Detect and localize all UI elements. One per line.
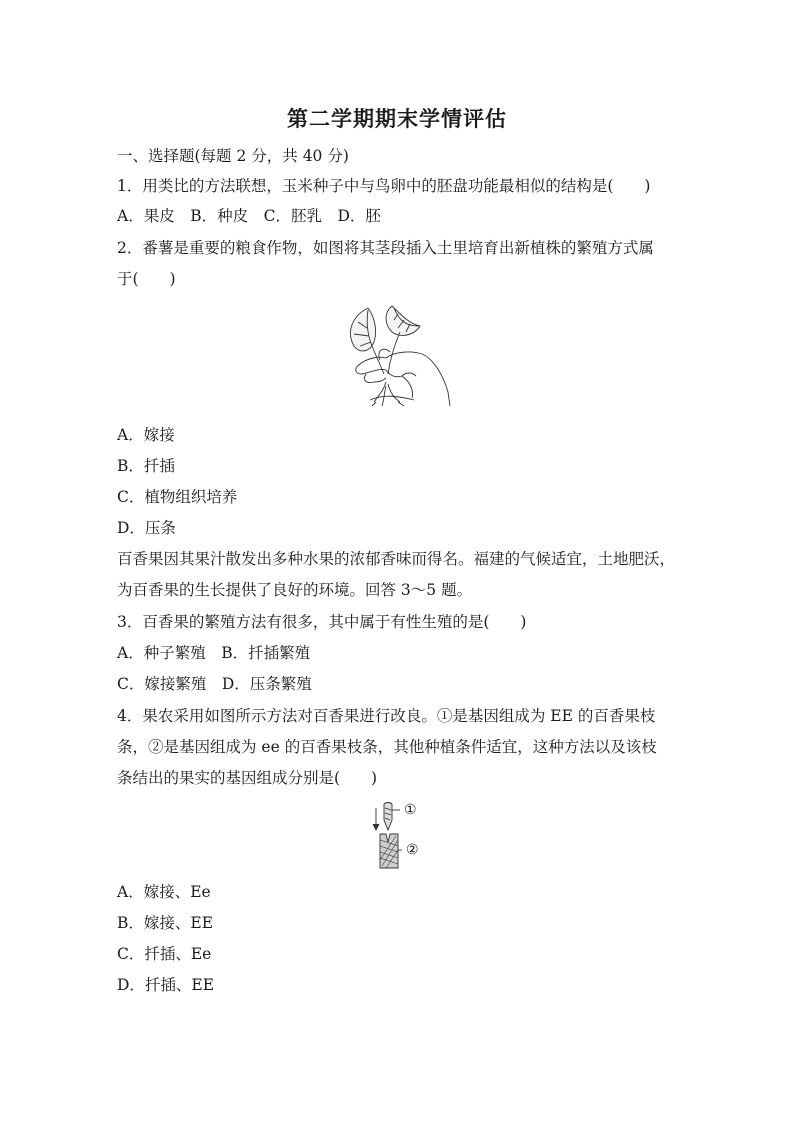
q4-option-b: B．嫁接、EE bbox=[117, 914, 214, 932]
q4-option-c: C．扦插、Ee bbox=[117, 945, 212, 963]
q2-option-a: A．嫁接 bbox=[117, 426, 175, 444]
q2-stem-line1: 2．番薯是重要的粮食作物，如图将其茎段插入土里培育出新植株的繁殖方式属 bbox=[117, 239, 654, 257]
q3-stem: 3．百香果的繁殖方法有很多，其中属于有性生殖的是( ) bbox=[117, 613, 527, 631]
q4-option-a: A．嫁接、Ee bbox=[117, 883, 211, 901]
q2-stem-line2: 于( ) bbox=[117, 270, 176, 288]
q3-options-row2: C．嫁接繁殖 D．压条繁殖 bbox=[117, 675, 312, 693]
grafting-figure bbox=[370, 800, 430, 872]
passage-line1: 百香果因其果汁散发出多种水果的浓郁香味而得名。福建的气候适宜，土地肥沃， bbox=[117, 550, 676, 568]
q2-option-b: B．扦插 bbox=[117, 457, 175, 475]
q2-option-d: D．压条 bbox=[117, 519, 176, 537]
q4-stem-line1: 4．果农采用如图所示方法对百香果进行改良。①是基因组成为 EE 的百香果枝 bbox=[117, 707, 656, 725]
figure-label-2: ② bbox=[406, 842, 419, 858]
page-title: 第二学期期末学情评估 bbox=[287, 107, 507, 131]
section-heading: 一、选择题(每题 2 分，共 40 分) bbox=[117, 147, 349, 165]
passage-line2: 为百香果的生长提供了良好的环境。回答 3～5 题。 bbox=[117, 581, 473, 599]
grafting-illustration bbox=[370, 800, 430, 872]
q4-option-d: D．扦插、EE bbox=[117, 976, 215, 994]
cutting-illustration bbox=[340, 302, 452, 408]
q4-stem-line2: 条，②是基因组成为 ee 的百香果枝条，其他种植条件适宜，这种方法以及该枝 bbox=[117, 738, 657, 756]
q1-options: A．果皮 B．种皮 C．胚乳 D．胚 bbox=[117, 207, 381, 225]
q2-option-c: C．植物组织培养 bbox=[117, 488, 238, 506]
q3-options-row1: A．种子繁殖 B．扦插繁殖 bbox=[117, 644, 311, 662]
q1-stem: 1．用类比的方法联想，玉米种子中与鸟卵中的胚盘功能最相似的结构是( ) bbox=[117, 177, 651, 195]
figure-label-1: ① bbox=[404, 802, 417, 818]
q4-stem-line3: 条结出的果实的基因组成分别是( ) bbox=[117, 769, 378, 787]
sweet-potato-cutting-figure bbox=[340, 302, 452, 408]
